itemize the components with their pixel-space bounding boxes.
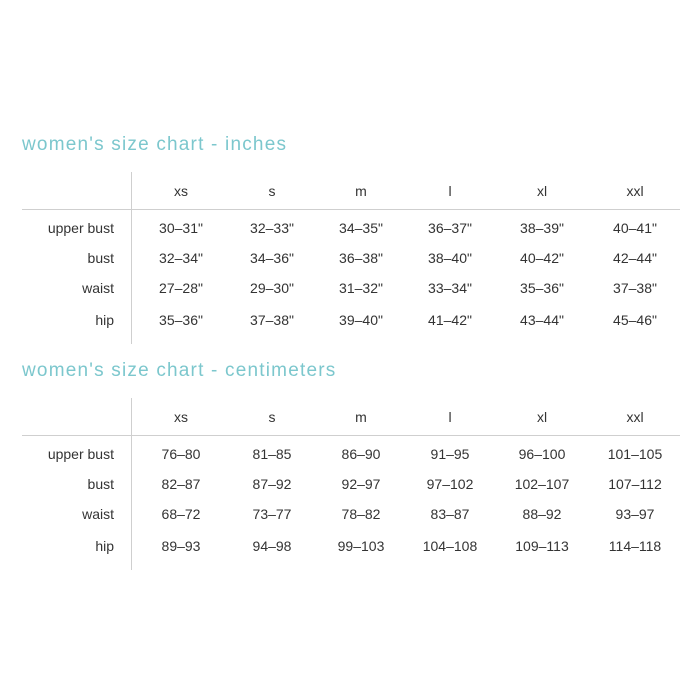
table-cell: 114–118: [608, 538, 662, 554]
header-divider: [22, 435, 680, 436]
table-cell: 35–36": [159, 312, 203, 328]
table-cell: 89–93: [161, 538, 201, 554]
column-header-size: xl: [536, 409, 548, 425]
table-cell: 76–80: [161, 446, 201, 462]
table-cell: 31–32": [339, 280, 383, 296]
table-cell: 38–40": [428, 250, 472, 266]
column-header-size: s: [268, 409, 276, 425]
table-cell: 87–92: [252, 476, 292, 492]
table-cell: 34–35": [339, 220, 383, 236]
table-cell: 101–105: [607, 446, 663, 462]
table-cell: 36–37": [428, 220, 472, 236]
column-header-size: m: [355, 183, 367, 199]
row-label: upper bust: [47, 220, 114, 236]
row-label: hip: [95, 538, 114, 554]
table-cell: 36–38": [339, 250, 383, 266]
table-cell: 27–28": [159, 280, 203, 296]
table-cell: 104–108: [422, 538, 478, 554]
table-cell: 37–38": [613, 280, 657, 296]
table-cell: 86–90: [341, 446, 381, 462]
table-cell: 88–92: [522, 506, 562, 522]
size-table: [0, 398, 700, 584]
row-label: waist: [82, 506, 114, 522]
column-header-size: l: [448, 183, 452, 199]
column-header-size: xxl: [626, 409, 644, 425]
table-cell: 45–46": [613, 312, 657, 328]
table-cell: 102–107: [514, 476, 570, 492]
column-header-size: xxl: [626, 183, 644, 199]
table-cell: 97–102: [426, 476, 474, 492]
table-cell: 40–41": [613, 220, 657, 236]
column-header-size: xs: [174, 409, 188, 425]
vertical-divider: [131, 172, 132, 344]
table-cell: 42–44": [613, 250, 657, 266]
table-cell: 107–112: [608, 476, 662, 492]
table-cell: 109–113: [515, 538, 569, 554]
table-cell: 82–87: [161, 476, 201, 492]
table-cell: 29–30": [250, 280, 294, 296]
table-cell: 91–95: [430, 446, 470, 462]
section-title: women's size chart - centimeters: [22, 360, 337, 381]
table-cell: 37–38": [250, 312, 294, 328]
column-header-size: xs: [174, 183, 188, 199]
vertical-divider: [131, 398, 132, 570]
table-cell: 35–36": [520, 280, 564, 296]
table-cell: 32–34": [159, 250, 203, 266]
size-table: [0, 172, 700, 358]
table-cell: 78–82: [341, 506, 381, 522]
table-cell: 40–42": [520, 250, 564, 266]
table-cell: 94–98: [252, 538, 292, 554]
table-cell: 32–33": [250, 220, 294, 236]
table-cell: 34–36": [250, 250, 294, 266]
row-label: hip: [95, 312, 114, 328]
table-cell: 38–39": [520, 220, 564, 236]
header-divider: [22, 209, 680, 210]
column-header-size: l: [448, 409, 452, 425]
row-label: upper bust: [47, 446, 114, 462]
table-cell: 96–100: [518, 446, 566, 462]
table-cell: 33–34": [428, 280, 472, 296]
table-cell: 68–72: [161, 506, 201, 522]
column-header-size: m: [355, 409, 367, 425]
table-cell: 30–31": [159, 220, 203, 236]
row-label: bust: [87, 476, 114, 492]
table-cell: 73–77: [252, 506, 292, 522]
table-cell: 43–44": [520, 312, 564, 328]
table-cell: 93–97: [615, 506, 655, 522]
section-title: women's size chart - inches: [22, 134, 288, 155]
table-cell: 83–87: [430, 506, 470, 522]
table-cell: 99–103: [337, 538, 385, 554]
table-cell: 39–40": [339, 312, 383, 328]
row-label: bust: [87, 250, 114, 266]
table-cell: 81–85: [252, 446, 292, 462]
column-header-size: s: [268, 183, 276, 199]
column-header-size: xl: [536, 183, 548, 199]
row-label: waist: [82, 280, 114, 296]
table-cell: 92–97: [341, 476, 381, 492]
table-cell: 41–42": [428, 312, 472, 328]
